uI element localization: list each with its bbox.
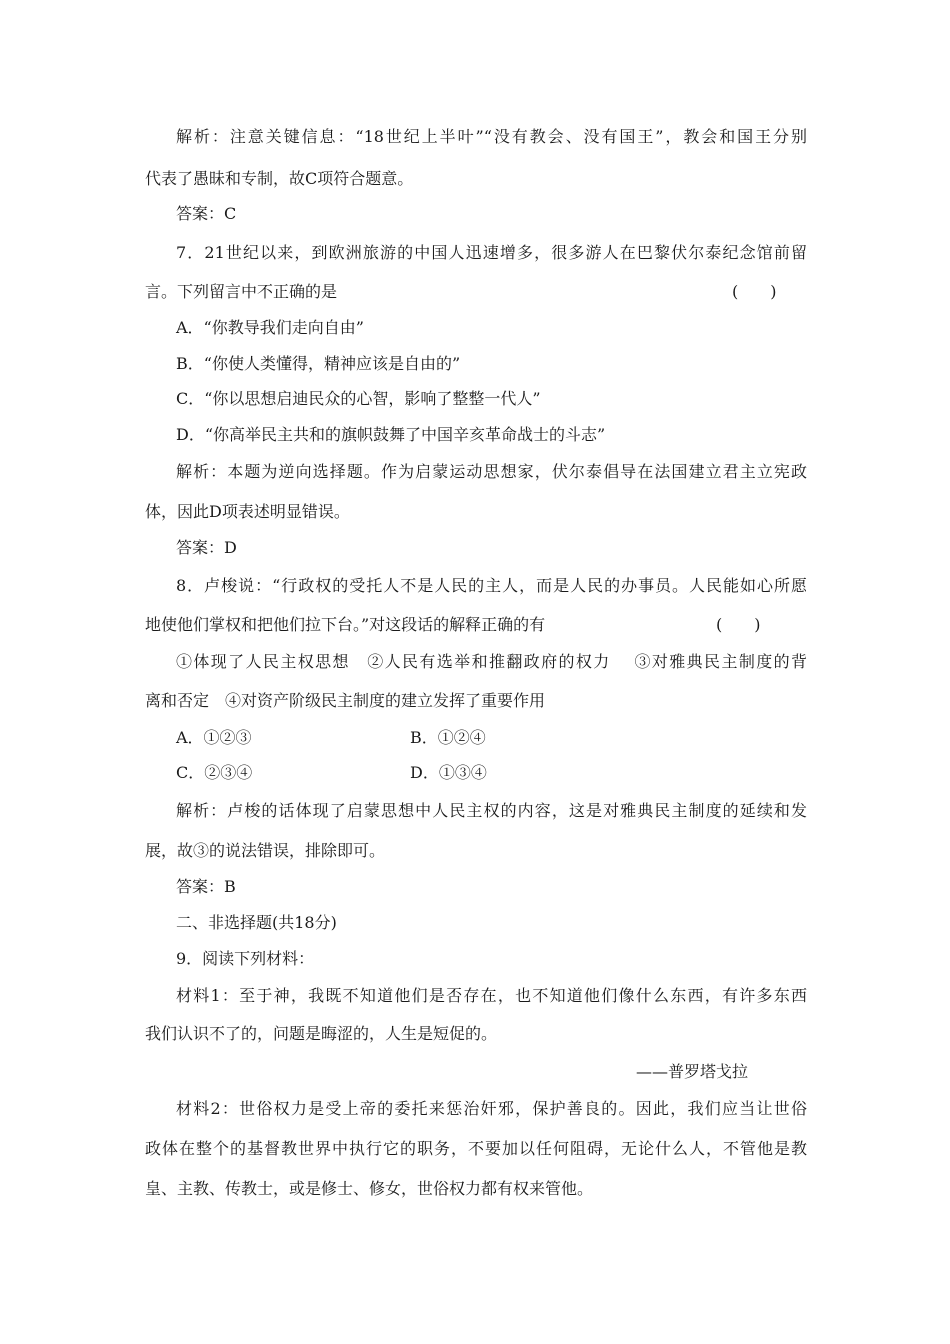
q9-material1-line1: 材料1：至于神，我既不知道他们是否存在，也不知道他们像什么东西，有许多东西 — [176, 986, 807, 1005]
section2-title: 二、非选择题(共18分) — [176, 913, 337, 932]
q9-material2-line1: 材料2：世俗权力是受上帝的委托来惩治奸邪，保护善良的。因此，我们应当让世俗 — [176, 1099, 807, 1118]
q7-option-a: A．“你教导我们走向自由” — [176, 318, 364, 337]
q8-items-line2: 离和否定 ④对资产阶级民主制度的建立发挥了重要作用 — [145, 691, 546, 710]
q8-option-c: C．②③④ — [176, 763, 253, 782]
q8-stem-line1: 8．卢梭说：“行政权的受托人不是人民的主人，而是人民的办事员。人民能如心所愿 — [176, 576, 807, 595]
q8-answer: 答案：B — [176, 877, 236, 896]
q8-items-line1: ①体现了人民主权思想 ②人民有选举和推翻政府的权力 ③对雅典民主制度的背 — [176, 652, 807, 671]
q7-analysis-line2: 体，因此D项表述明显错误。 — [145, 502, 350, 521]
q7-answer-blank: ( ) — [732, 282, 777, 301]
q7-analysis-line1: 解析：本题为逆向选择题。作为启蒙运动思想家，伏尔泰倡导在法国建立君主立宪政 — [176, 462, 807, 481]
q7-stem-line1: 7．21世纪以来，到欧洲旅游的中国人迅速增多，很多游人在巴黎伏尔泰纪念馆前留 — [176, 243, 807, 262]
q7-answer: 答案：D — [176, 538, 237, 557]
q9-material2-line2: 政体在整个的基督教世界中执行它的职务，不要加以任何阻碍，无论什么人，不管他是教 — [145, 1139, 807, 1158]
q7-option-c: C．“你以思想启迪民众的心智，影响了整整一代人” — [176, 389, 541, 408]
q9-material1-source: ——普罗塔戈拉 — [636, 1062, 749, 1081]
q6-analysis-line1: 解析：注意关键信息：“18世纪上半叶”“没有教会、没有国王”，教会和国王分别 — [176, 127, 807, 146]
q8-option-d: D．①③④ — [410, 763, 487, 782]
q9-material2-line3: 皇、主教、传教士，或是修士、修女，世俗权力都有权来管他。 — [145, 1179, 594, 1198]
q8-stem-line2: 地使他们掌权和把他们拉下台。”对这段话的解释正确的有 — [145, 615, 546, 634]
q7-stem-line2: 言。下列留言中不正确的是 — [145, 282, 338, 301]
q8-analysis-line1: 解析：卢梭的话体现了启蒙思想中人民主权的内容，这是对雅典民主制度的延续和发 — [176, 801, 807, 820]
q8-option-b: B．①②④ — [410, 728, 486, 747]
q9-material1-line2: 我们认识不了的，问题是晦涩的，人生是短促的。 — [145, 1024, 498, 1043]
q7-option-b: B．“你使人类懂得，精神应该是自由的” — [176, 354, 461, 373]
q7-option-d: D．“你高举民主共和的旗帜鼓舞了中国辛亥革命战士的斗志” — [176, 425, 606, 444]
q6-analysis-line2: 代表了愚昧和专制，故C项符合题意。 — [145, 169, 414, 188]
q8-option-a: A．①②③ — [176, 728, 252, 747]
q8-answer-blank: ( ) — [716, 615, 761, 634]
q8-analysis-line2: 展，故③的说法错误，排除即可。 — [145, 841, 386, 860]
q6-answer: 答案：C — [176, 204, 237, 223]
q9-intro: 9．阅读下列材料： — [176, 949, 315, 968]
